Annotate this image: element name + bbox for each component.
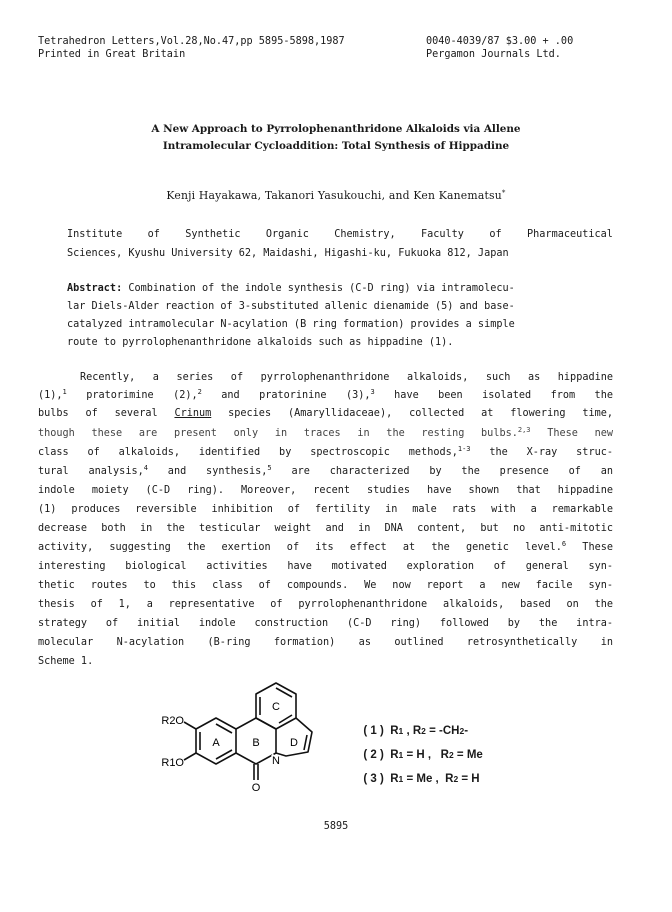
- oxygen-atom: O: [251, 782, 261, 794]
- compound-legend-3: [357, 762, 480, 785]
- legend-text: -: [464, 724, 469, 737]
- author-list: [60, 191, 612, 202]
- text-run: bulbs of several: [38, 408, 175, 419]
- text-run: class of alkaloids, identified by spectroscopic methods,: [38, 447, 458, 458]
- ring-d-closure: [276, 729, 286, 756]
- author-names: Kenji Hayakawa, Takanori Yasukouchi, and Ken Kanematsu: [166, 189, 502, 202]
- affiliation-word: of: [147, 229, 160, 240]
- printed-in: Printed in Great Britain: [38, 49, 186, 60]
- abstract-line-3: catalyzed intramolecular N-acylation (B ring formation) provides a simple: [67, 319, 515, 330]
- citation-sup: 1: [62, 388, 67, 396]
- citation-sup: 6: [561, 540, 567, 548]
- affiliation-word: of: [489, 229, 502, 240]
- text-run: pratorimine (2),: [66, 390, 198, 401]
- legend-text: = Me: [453, 748, 483, 761]
- text-run: and synthesis,: [147, 466, 268, 477]
- body-line-10: [38, 540, 613, 553]
- text-run: species (Amaryllidaceae), collected at flowering time,: [211, 408, 613, 419]
- hippadine-structure-diagram: [158, 680, 348, 800]
- text-run: tural analysis,: [38, 466, 144, 477]
- journal-citation: Tetrahedron Letters,Vol.28,No.47,pp 5895-5898,1987: [38, 36, 345, 47]
- text-run: activity, suggesting the exertion of its effect at the genetic level.: [38, 542, 562, 553]
- text-run: These: [566, 542, 613, 553]
- abstract-line-1: [67, 284, 515, 294]
- compound-legend-2: [357, 738, 483, 761]
- legend-text: R: [390, 724, 399, 737]
- paper-title-line-2: Intramolecular Cycloaddition: Total Synthesis of Hippadine: [162, 140, 510, 152]
- r1o-bond: [184, 753, 196, 760]
- affiliation-word: Synthetic: [185, 229, 241, 240]
- body-line-14: strategy of initial indole construction (C-D ring) followed by the intra-: [38, 618, 613, 629]
- text-run: have been isolated from the: [374, 390, 613, 401]
- affiliation-line-2: Sciences, Kyushu University 62, Maidashi, Higashi-ku, Fukuoka 812, Japan: [67, 248, 509, 259]
- ring-d-label: D: [290, 737, 298, 749]
- legend-text: R: [390, 748, 399, 761]
- body-line-9: decrease both in the testicular weight and in DNA content, but no anti-mitotic: [38, 523, 613, 534]
- legend-text: , R: [403, 724, 422, 737]
- text-run: the X-ray struc-: [470, 447, 613, 458]
- legend-text: = Me , R: [403, 772, 454, 785]
- compound-legend-1: [357, 714, 468, 737]
- affiliation-word: Chemistry,: [334, 229, 396, 240]
- ring-b-label: B: [252, 737, 260, 749]
- abstract-text: Combination of the indole synthesis (C-D ring) via intramolecu-: [128, 283, 515, 294]
- ring-d-double-bond: [304, 735, 307, 750]
- affiliation-word: Institute: [67, 229, 123, 240]
- body-line-2: [38, 388, 613, 401]
- citation-sup: 5: [267, 464, 272, 472]
- r2o-bond: [184, 722, 196, 729]
- body-line-13: thesis of 1, a representative of pyrrolophenanthridone alkaloids, based on the: [38, 599, 613, 610]
- r2o-substituent: R2O: [161, 715, 184, 727]
- body-line-11: interesting biological activities have motivated exploration of general syn-: [38, 561, 613, 572]
- citation-sup: 2,3: [517, 426, 531, 434]
- r1o-substituent: R1O: [161, 757, 184, 769]
- legend-text: R: [390, 772, 399, 785]
- publisher: Pergamon Journals Ltd.: [426, 49, 561, 60]
- citation-sup: 1-3: [457, 445, 471, 453]
- ring-c-double-bond: [276, 688, 292, 697]
- citation-sup: 4: [143, 464, 148, 472]
- subscript: 2: [453, 773, 459, 784]
- abstract-label: Abstract:: [67, 283, 123, 294]
- nitrogen-atom: N: [272, 755, 280, 767]
- legend-text: = -CH: [425, 724, 460, 737]
- body-line-15: molecular N-acylation (B-ring formation) as outlined retrosynthetically in: [38, 637, 613, 648]
- genus-name: Crinum: [174, 408, 212, 419]
- ring-a-label: A: [212, 737, 220, 749]
- corresponding-author-mark: *: [501, 189, 506, 197]
- ring-c-label: C: [272, 701, 280, 713]
- affiliation-word: Faculty: [421, 229, 464, 240]
- paper-title-line-1: A New Approach to Pyrrolophenanthridone Alkaloids via Allene: [151, 123, 521, 135]
- body-line-6: [38, 464, 613, 477]
- text-run: (1),: [38, 390, 63, 401]
- subscript: 1: [398, 725, 404, 736]
- body-line-16: Scheme 1.: [38, 656, 94, 667]
- citation-sup: 2: [197, 388, 202, 396]
- legend-text: = H , R: [403, 748, 449, 761]
- abstract-line-4: route to pyrrolophenanthridone alkaloids such as hippadine (1).: [67, 337, 454, 348]
- page-number: 5895: [323, 821, 349, 832]
- text-run: though these are present only in traces in the resting bulbs.: [38, 428, 518, 439]
- body-line-8: (1) produces reversible inhibition of fertility in male rats with a remarkable: [38, 504, 613, 515]
- body-line-1: Recently, a series of pyrrolophenanthridone alkaloids, such as hippadine: [80, 372, 613, 383]
- ring-a-double-bond: [216, 750, 232, 759]
- price-code: 0040-4039/87 $3.00 + .00: [426, 36, 574, 47]
- subscript: 1: [398, 749, 404, 760]
- affiliation-line-1: [67, 230, 613, 240]
- body-line-12: thetic routes to this class of compounds. We now report a new facile syn-: [38, 580, 613, 591]
- legend-text: = H: [458, 772, 480, 785]
- body-line-7: indole moiety (C-D ring). Moreover, recent studies have shown that hippadine: [38, 485, 613, 496]
- body-line-3: [38, 409, 613, 419]
- affiliation-word: Organic: [265, 229, 309, 240]
- affiliation-word: Pharmaceutical: [527, 229, 613, 240]
- body-line-4: [38, 426, 613, 439]
- compound-number: ( 2 ): [363, 748, 384, 761]
- body-line-5: [38, 445, 613, 458]
- subscript: 2: [421, 725, 426, 736]
- text-run: and pratorinine (3),: [201, 390, 371, 401]
- abstract-line-2: lar Diels-Alder reaction of 3-substituted allenic dienamide (5) and base-: [67, 301, 515, 312]
- text-run: These new: [530, 428, 613, 439]
- subscript: 1: [398, 773, 404, 784]
- text-run: are characterized by the presence of an: [271, 466, 613, 477]
- citation-sup: 3: [370, 388, 375, 396]
- compound-number: ( 1 ): [363, 724, 384, 737]
- subscript: 2: [448, 749, 454, 760]
- subscript: 2: [459, 725, 465, 736]
- compound-number: ( 3 ): [363, 772, 384, 785]
